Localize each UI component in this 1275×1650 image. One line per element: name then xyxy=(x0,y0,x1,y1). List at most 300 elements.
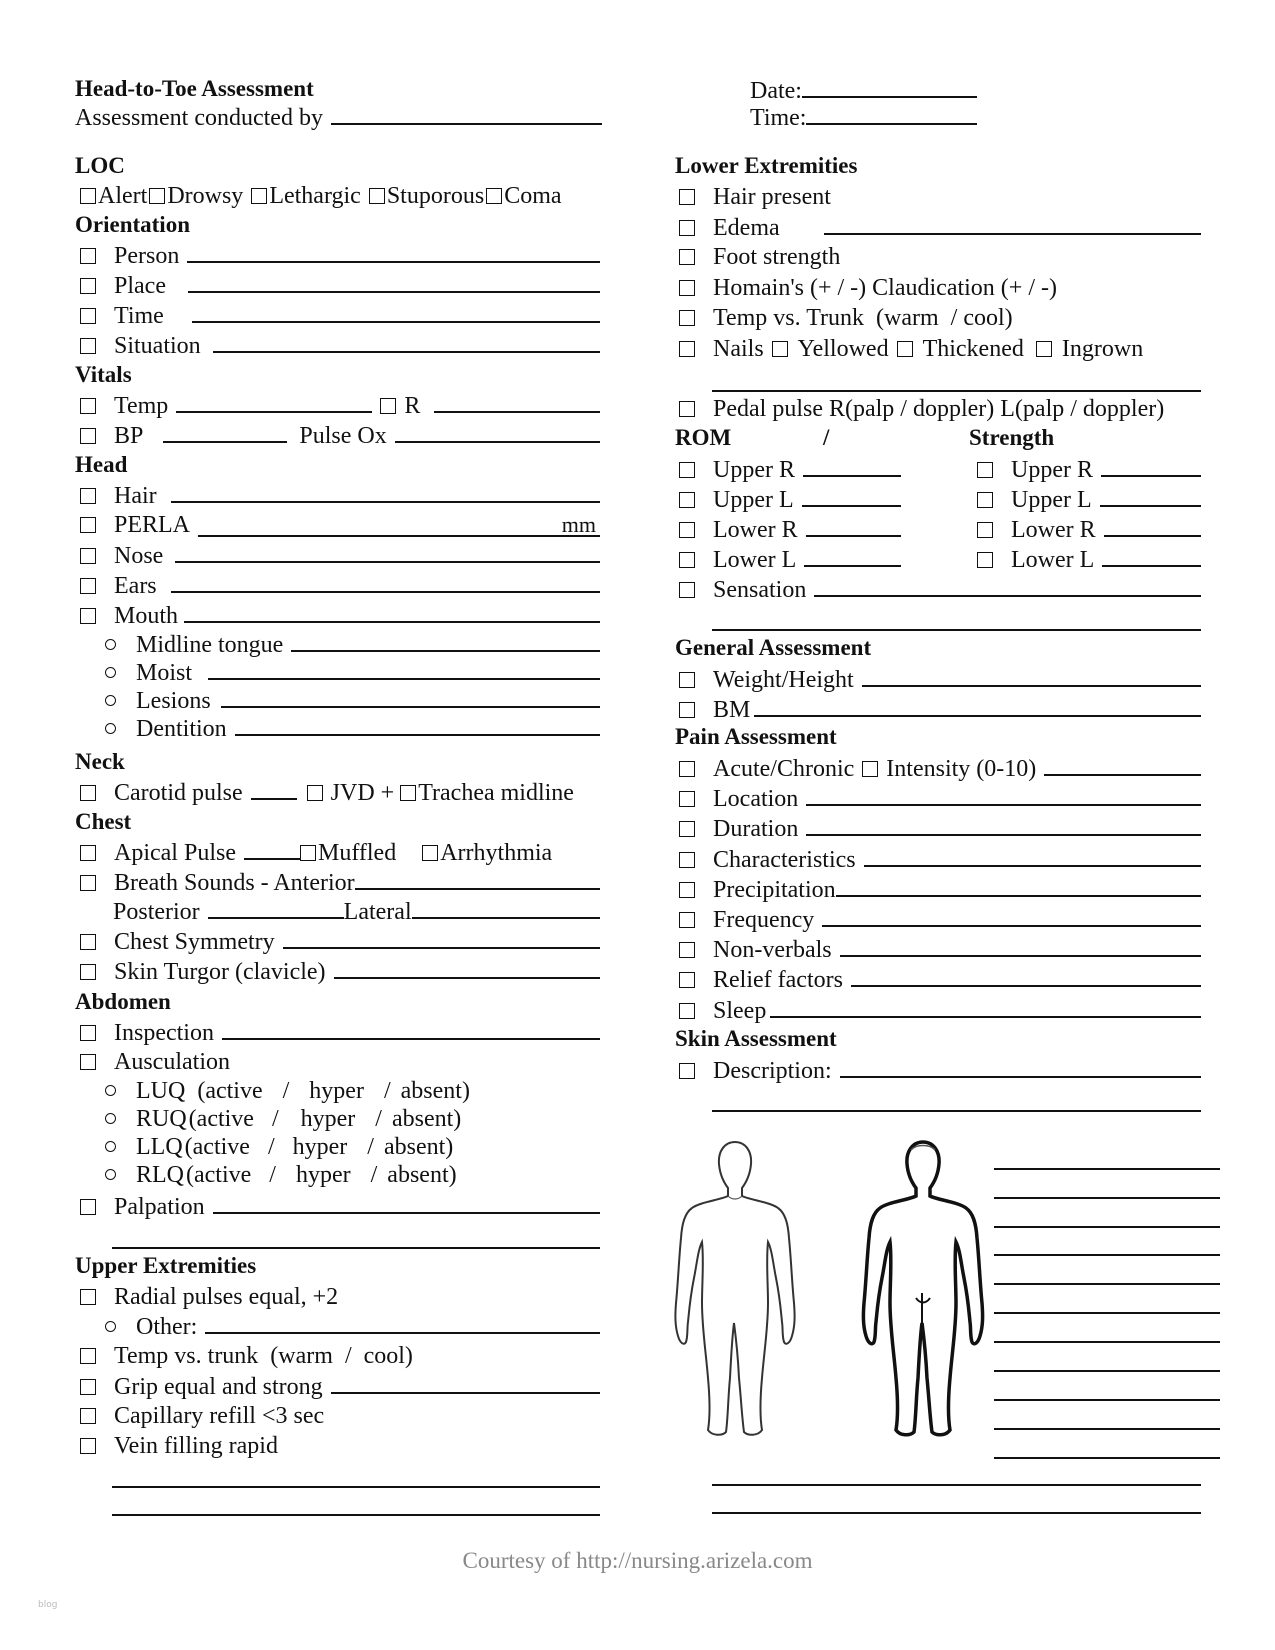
strength-heading: Strength xyxy=(969,425,1055,450)
nose-checkbox[interactable] xyxy=(80,548,96,564)
vein-label: Vein filling rapid xyxy=(114,1433,278,1459)
thickened-checkbox[interactable] xyxy=(897,341,913,357)
relief-label: Relief factors xyxy=(713,967,843,993)
mouth-label: Mouth xyxy=(114,603,179,629)
weight-row xyxy=(679,665,1201,693)
description-row xyxy=(679,1056,1201,1084)
orientation-time-row xyxy=(80,301,600,329)
ruq-hyper: hyper xyxy=(300,1106,356,1132)
moist-label: Moist xyxy=(136,660,193,686)
nonverbals-row xyxy=(679,935,1201,963)
loc-row xyxy=(78,182,605,210)
description-extra-line[interactable] xyxy=(712,1110,1201,1112)
strength-upper-r-label: Upper R xyxy=(1011,457,1093,483)
slash: / xyxy=(367,1134,374,1160)
time-checkbox[interactable] xyxy=(80,308,96,324)
luq-active: (active xyxy=(197,1078,263,1104)
mouth-checkbox[interactable] xyxy=(80,608,96,624)
vein-checkbox[interactable] xyxy=(80,1438,96,1454)
nose-label: Nose xyxy=(114,543,164,569)
alert-label: Alert xyxy=(98,183,148,209)
sensation-field[interactable] xyxy=(814,575,1201,597)
homains-checkbox[interactable] xyxy=(679,280,695,296)
bullet-icon xyxy=(105,1113,116,1124)
time-label: Time: xyxy=(750,105,807,131)
perla-checkbox[interactable] xyxy=(80,517,96,533)
inspection-label: Inspection xyxy=(114,1020,214,1046)
trachea-label: Trachea midline xyxy=(418,780,574,806)
precipitation-label: Precipitation xyxy=(713,877,836,903)
intensity-field[interactable] xyxy=(1044,754,1201,776)
rlq-label: RLQ xyxy=(136,1162,184,1188)
strength-upper-l-field[interactable] xyxy=(1100,485,1201,507)
lower-temp-checkbox[interactable] xyxy=(679,310,695,326)
perla-label: PERLA xyxy=(114,512,191,538)
palpation-extra-line[interactable] xyxy=(112,1247,600,1249)
muffled-label: Muffled xyxy=(317,840,397,866)
apical-label: Apical Pulse xyxy=(114,840,236,866)
frequency-field[interactable] xyxy=(822,905,1201,927)
lower-temp-row xyxy=(679,304,1201,332)
radial-row xyxy=(80,1283,600,1311)
diagram-notes-line[interactable] xyxy=(994,1254,1220,1256)
nose-field[interactable] xyxy=(175,541,600,563)
jvd-checkbox[interactable] xyxy=(307,785,323,801)
ears-checkbox[interactable] xyxy=(80,578,96,594)
weight-field[interactable] xyxy=(862,665,1201,687)
skin-notes-line-2[interactable] xyxy=(712,1512,1201,1514)
yellowed-checkbox[interactable] xyxy=(772,341,788,357)
hair-label: Hair xyxy=(114,483,157,509)
head-heading: Head xyxy=(75,452,128,477)
courtesy-footer: Courtesy of http://nursing.arizela.com xyxy=(462,1548,813,1573)
drowsy-checkbox[interactable] xyxy=(149,188,165,204)
foot-row xyxy=(679,243,1201,271)
bullet-icon xyxy=(105,1141,116,1152)
description-field[interactable] xyxy=(840,1056,1201,1078)
lower-temp-label: Temp vs. Trunk (warm / cool) xyxy=(713,305,1013,331)
jvd-label: JVD + xyxy=(330,780,395,806)
head-perla-row xyxy=(80,511,600,539)
slash: / xyxy=(269,1162,276,1188)
palpation-field[interactable] xyxy=(213,1192,600,1214)
luq-absent: absent) xyxy=(400,1078,470,1104)
drowsy-label: Drowsy xyxy=(167,183,244,209)
slash: / xyxy=(282,1078,290,1104)
stuporous-checkbox[interactable] xyxy=(369,188,385,204)
time-field[interactable] xyxy=(806,103,977,125)
edema-field[interactable] xyxy=(824,213,1201,235)
skin-notes-line-1[interactable] xyxy=(712,1484,1201,1486)
luq-hyper: hyper xyxy=(309,1078,364,1104)
diagram-notes-line[interactable] xyxy=(994,1168,1220,1170)
radial-label: Radial pulses equal, +2 xyxy=(114,1284,339,1310)
upper-notes-line-2[interactable] xyxy=(112,1514,600,1516)
nonverbals-checkbox[interactable] xyxy=(679,942,695,958)
other-row xyxy=(105,1312,600,1340)
grip-label: Grip equal and strong xyxy=(114,1374,323,1400)
acute-checkbox[interactable] xyxy=(679,761,695,777)
dentition-field[interactable] xyxy=(235,714,600,736)
inspection-checkbox[interactable] xyxy=(80,1025,96,1041)
pedal-label: Pedal pulse R(palp / doppler) L(palp / doppler) xyxy=(713,396,1165,422)
edema-checkbox[interactable] xyxy=(679,220,695,236)
luq-label: LUQ xyxy=(136,1078,186,1104)
upper-temp-label: Temp vs. trunk (warm / cool) xyxy=(114,1343,413,1369)
acute-row xyxy=(679,754,1201,782)
radial-checkbox[interactable] xyxy=(80,1289,96,1305)
place-field[interactable] xyxy=(188,271,600,293)
intensity-checkbox[interactable] xyxy=(862,761,878,777)
head-nose-row xyxy=(80,541,600,569)
rom-upper-l-checkbox[interactable] xyxy=(679,492,695,508)
precipitation-field[interactable] xyxy=(836,875,1201,897)
conducted-by-field[interactable] xyxy=(331,103,602,125)
frequency-label: Frequency xyxy=(713,907,815,933)
abdomen-inspection-row xyxy=(80,1018,600,1046)
strength-upper-r-field[interactable] xyxy=(1101,455,1201,477)
upper-notes-line-1[interactable] xyxy=(112,1486,600,1488)
sensation-label: Sensation xyxy=(713,577,807,603)
diagram-notes-line[interactable] xyxy=(994,1226,1220,1228)
anterior-field[interactable] xyxy=(355,868,600,890)
nonverbals-label: Non-verbals xyxy=(713,937,832,963)
person-checkbox[interactable] xyxy=(80,248,96,264)
strength-lower-r-checkbox[interactable] xyxy=(977,522,993,538)
r-field[interactable] xyxy=(434,391,600,413)
bp-checkbox[interactable] xyxy=(80,428,96,444)
moist-field[interactable] xyxy=(208,658,600,680)
neck-heading: Neck xyxy=(75,749,125,774)
duration-field[interactable] xyxy=(806,814,1201,836)
rom-upper-r-label: Upper R xyxy=(713,457,795,483)
sensation-checkbox[interactable] xyxy=(679,582,695,598)
vein-row xyxy=(80,1432,600,1460)
llq-absent: absent) xyxy=(383,1134,454,1160)
ingrown-checkbox[interactable] xyxy=(1036,341,1052,357)
cap-refill-checkbox[interactable] xyxy=(80,1408,96,1424)
chest-breath-row xyxy=(80,868,600,896)
rom-slash: / xyxy=(823,425,830,450)
characteristics-checkbox[interactable] xyxy=(679,852,695,868)
carotid-label: Carotid pulse xyxy=(114,780,243,806)
midline-tongue-field[interactable] xyxy=(291,630,600,652)
diagram-notes-line[interactable] xyxy=(994,1428,1220,1430)
cap-refill-row xyxy=(80,1402,600,1430)
mouth-dentition-row xyxy=(105,714,600,742)
ausculation-label: Ausculation xyxy=(114,1049,230,1075)
foot-checkbox[interactable] xyxy=(679,249,695,265)
chest-heading: Chest xyxy=(75,809,132,834)
relief-field[interactable] xyxy=(851,965,1201,987)
rom-upper-l-label: Upper L xyxy=(713,487,794,513)
orientation-heading: Orientation xyxy=(75,212,190,237)
weight-checkbox[interactable] xyxy=(679,672,695,688)
rlq-row xyxy=(105,1161,457,1189)
hair-checkbox[interactable] xyxy=(80,488,96,504)
symmetry-checkbox[interactable] xyxy=(80,934,96,950)
skin-heading: Skin Assessment xyxy=(675,1026,837,1051)
llq-label: LLQ xyxy=(136,1134,183,1160)
trachea-checkbox[interactable] xyxy=(400,785,416,801)
pain-heading: Pain Assessment xyxy=(675,724,837,749)
abdomen-palpation-row xyxy=(80,1192,600,1220)
duration-label: Duration xyxy=(713,816,799,842)
ruq-row xyxy=(105,1105,461,1133)
loc-heading: LOC xyxy=(75,153,125,178)
mouth-field[interactable] xyxy=(184,601,600,623)
lethargic-checkbox[interactable] xyxy=(251,188,267,204)
grip-row xyxy=(80,1372,600,1400)
bm-field[interactable] xyxy=(754,695,1201,717)
acute-label: Acute/Chronic xyxy=(713,756,855,782)
pedal-row xyxy=(679,395,1201,423)
r-label: R xyxy=(404,393,421,419)
apical-field[interactable] xyxy=(244,838,300,860)
diagram-notes-line[interactable] xyxy=(994,1312,1220,1314)
diagram-notes-line[interactable] xyxy=(994,1283,1220,1285)
characteristics-field[interactable] xyxy=(864,845,1201,867)
grip-field[interactable] xyxy=(331,1372,600,1394)
diagram-notes-line[interactable] xyxy=(994,1370,1220,1372)
r-checkbox[interactable] xyxy=(380,398,396,414)
pulse-ox-label: Pulse Ox xyxy=(299,423,387,449)
slash: / xyxy=(375,1106,382,1132)
head-mouth-row xyxy=(80,601,600,629)
situation-label: Situation xyxy=(114,333,201,359)
muffled-checkbox[interactable] xyxy=(300,845,316,861)
vitals-temp-row xyxy=(80,391,600,419)
strength-lower-l-checkbox[interactable] xyxy=(977,552,993,568)
mouth-lesions-row xyxy=(105,686,600,714)
sensation-extra-line[interactable] xyxy=(712,629,1201,631)
dentition-label: Dentition xyxy=(136,716,227,742)
rlq-active: (active xyxy=(186,1162,252,1188)
turgor-label: Skin Turgor (clavicle) xyxy=(114,959,326,985)
bm-row xyxy=(679,695,1201,723)
body-front-diagram[interactable] xyxy=(670,1138,800,1438)
strength-lower-l-label: Lower L xyxy=(1011,547,1095,573)
rom-upper-l-row xyxy=(679,485,901,513)
chest-symmetry-row xyxy=(80,927,600,955)
vitals-heading: Vitals xyxy=(75,362,132,387)
diagram-notes-line[interactable] xyxy=(994,1399,1220,1401)
perla-field[interactable] xyxy=(198,512,600,537)
bullet-icon xyxy=(105,639,116,650)
conducted-by-row xyxy=(75,103,602,131)
nonverbals-field[interactable] xyxy=(840,935,1201,957)
bullet-icon xyxy=(105,1169,116,1180)
lateral-label: Lateral xyxy=(343,899,412,925)
llq-hyper: hyper xyxy=(292,1134,348,1160)
carotid-checkbox[interactable] xyxy=(80,785,96,801)
orientation-person-row xyxy=(80,241,600,269)
nails-label: Nails xyxy=(713,336,764,362)
weight-label: Weight/Height xyxy=(713,667,854,693)
diagram-notes-line[interactable] xyxy=(994,1341,1220,1343)
location-label: Location xyxy=(713,786,799,812)
carotid-field[interactable] xyxy=(251,778,297,800)
stuporous-label: Stuporous xyxy=(386,183,485,209)
situation-field[interactable] xyxy=(213,331,600,353)
body-back-diagram[interactable] xyxy=(858,1138,988,1438)
bullet-icon xyxy=(105,723,116,734)
description-label: Description: xyxy=(713,1058,832,1084)
slash: / xyxy=(383,1078,391,1104)
ears-field[interactable] xyxy=(171,571,600,593)
coma-label: Coma xyxy=(504,183,562,209)
palpation-label: Palpation xyxy=(114,1194,205,1220)
strength-upper-l-row xyxy=(977,485,1201,513)
rom-upper-r-field[interactable] xyxy=(803,455,901,477)
ingrown-label: Ingrown xyxy=(1061,336,1144,362)
rom-lower-r-checkbox[interactable] xyxy=(679,522,695,538)
chest-posterior-row xyxy=(113,897,600,925)
yellowed-label: Yellowed xyxy=(797,336,889,362)
date-field[interactable] xyxy=(802,76,977,98)
temp-label: Temp xyxy=(114,393,169,419)
other-field[interactable] xyxy=(205,1312,600,1334)
relief-row xyxy=(679,965,1201,993)
sleep-row xyxy=(679,996,1201,1024)
duration-checkbox[interactable] xyxy=(679,821,695,837)
strength-upper-r-row xyxy=(977,455,1201,483)
location-field[interactable] xyxy=(806,784,1201,806)
homains-row xyxy=(679,274,1201,302)
hair-field[interactable] xyxy=(171,481,600,503)
person-label: Person xyxy=(114,243,180,269)
date-row xyxy=(750,76,977,104)
rom-upper-r-checkbox[interactable] xyxy=(679,462,695,478)
lower-hair-row xyxy=(679,183,1201,211)
precipitation-checkbox[interactable] xyxy=(679,882,695,898)
pedal-checkbox[interactable] xyxy=(679,401,695,417)
mm-label: mm xyxy=(561,512,596,537)
strength-upper-l-label: Upper L xyxy=(1011,487,1092,513)
strength-lower-r-field[interactable] xyxy=(1104,515,1201,537)
frequency-checkbox[interactable] xyxy=(679,912,695,928)
bullet-icon xyxy=(105,695,116,706)
abdomen-heading: Abdomen xyxy=(75,989,171,1014)
orientation-time-field[interactable] xyxy=(192,301,600,323)
nails-extra-line[interactable] xyxy=(712,390,1201,392)
coma-checkbox[interactable] xyxy=(486,188,502,204)
location-checkbox[interactable] xyxy=(679,791,695,807)
temp-checkbox[interactable] xyxy=(80,398,96,414)
duration-row xyxy=(679,814,1201,842)
breath-checkbox[interactable] xyxy=(80,875,96,891)
nails-checkbox[interactable] xyxy=(679,341,695,357)
llq-row xyxy=(105,1133,453,1161)
midline-tongue-label: Midline tongue xyxy=(136,632,284,658)
arrhythmia-label: Arrhythmia xyxy=(440,840,553,866)
temp-field[interactable] xyxy=(176,391,372,413)
time-row xyxy=(750,103,977,131)
strength-lower-r-label: Lower R xyxy=(1011,517,1096,543)
neck-row xyxy=(80,778,600,806)
diagram-notes-line[interactable] xyxy=(994,1457,1220,1459)
lesions-field[interactable] xyxy=(221,686,600,708)
ruq-active: (active xyxy=(188,1106,254,1132)
strength-upper-l-checkbox[interactable] xyxy=(977,492,993,508)
luq-row xyxy=(105,1077,470,1105)
other-label: Other: xyxy=(136,1314,198,1340)
orientation-time-label: Time xyxy=(114,303,164,329)
cap-refill-label: Capillary refill <3 sec xyxy=(114,1403,325,1429)
orientation-situation-row xyxy=(80,331,600,359)
lesions-label: Lesions xyxy=(136,688,211,714)
place-label: Place xyxy=(114,273,166,299)
arrhythmia-checkbox[interactable] xyxy=(422,845,438,861)
intensity-label: Intensity (0-10) xyxy=(886,756,1037,782)
location-row xyxy=(679,784,1201,812)
rlq-absent: absent) xyxy=(387,1162,457,1188)
posterior-field[interactable] xyxy=(208,897,344,919)
mouth-midline-row xyxy=(105,630,600,658)
breath-anterior-label: Breath Sounds - Anterior xyxy=(114,870,355,896)
apical-checkbox[interactable] xyxy=(80,845,96,861)
diagram-notes-line[interactable] xyxy=(994,1197,1220,1199)
palpation-checkbox[interactable] xyxy=(80,1199,96,1215)
grip-checkbox[interactable] xyxy=(80,1379,96,1395)
slash: / xyxy=(271,1106,279,1132)
situation-checkbox[interactable] xyxy=(80,338,96,354)
sleep-label: Sleep xyxy=(713,998,767,1024)
strength-upper-r-checkbox[interactable] xyxy=(977,462,993,478)
relief-checkbox[interactable] xyxy=(679,972,695,988)
person-field[interactable] xyxy=(187,241,600,263)
turgor-field[interactable] xyxy=(334,957,600,979)
head-ears-row xyxy=(80,571,600,599)
characteristics-row xyxy=(679,845,1201,873)
characteristics-label: Characteristics xyxy=(713,847,856,873)
place-checkbox[interactable] xyxy=(80,278,96,294)
bp-field[interactable] xyxy=(163,421,287,443)
symmetry-field[interactable] xyxy=(283,927,600,949)
alert-checkbox[interactable] xyxy=(80,188,96,204)
lateral-field[interactable] xyxy=(412,897,600,919)
bm-checkbox[interactable] xyxy=(679,702,695,718)
rom-upper-l-field[interactable] xyxy=(802,485,901,507)
bp-label: BP xyxy=(114,423,144,449)
sensation-row xyxy=(679,575,1201,603)
watermark: blog xyxy=(38,1600,58,1610)
rom-lower-l-field[interactable] xyxy=(804,545,901,567)
rom-lower-r-field[interactable] xyxy=(806,515,901,537)
rom-lower-r-label: Lower R xyxy=(713,517,798,543)
homains-label: Homain's (+ / -) Claudication (+ / -) xyxy=(713,275,1057,301)
sleep-checkbox[interactable] xyxy=(679,1003,695,1019)
description-checkbox[interactable] xyxy=(679,1063,695,1079)
rom-lower-l-checkbox[interactable] xyxy=(679,552,695,568)
posterior-label: Posterior xyxy=(113,899,200,925)
inspection-field[interactable] xyxy=(222,1018,600,1040)
strength-lower-l-field[interactable] xyxy=(1102,545,1201,567)
slash: / xyxy=(370,1162,378,1188)
vitals-bp-row xyxy=(80,421,600,449)
ausculation-checkbox[interactable] xyxy=(80,1054,96,1070)
lower-hair-checkbox[interactable] xyxy=(679,189,695,205)
upper-temp-checkbox[interactable] xyxy=(80,1348,96,1364)
pulse-ox-field[interactable] xyxy=(395,421,600,443)
sleep-field[interactable] xyxy=(770,996,1201,1018)
rom-lower-r-row xyxy=(679,515,901,543)
lower-hair-label: Hair present xyxy=(713,184,831,210)
turgor-checkbox[interactable] xyxy=(80,964,96,980)
lower-extremities-heading: Lower Extremities xyxy=(675,153,858,178)
chest-turgor-row xyxy=(80,957,600,985)
chest-apical-row xyxy=(80,838,600,866)
